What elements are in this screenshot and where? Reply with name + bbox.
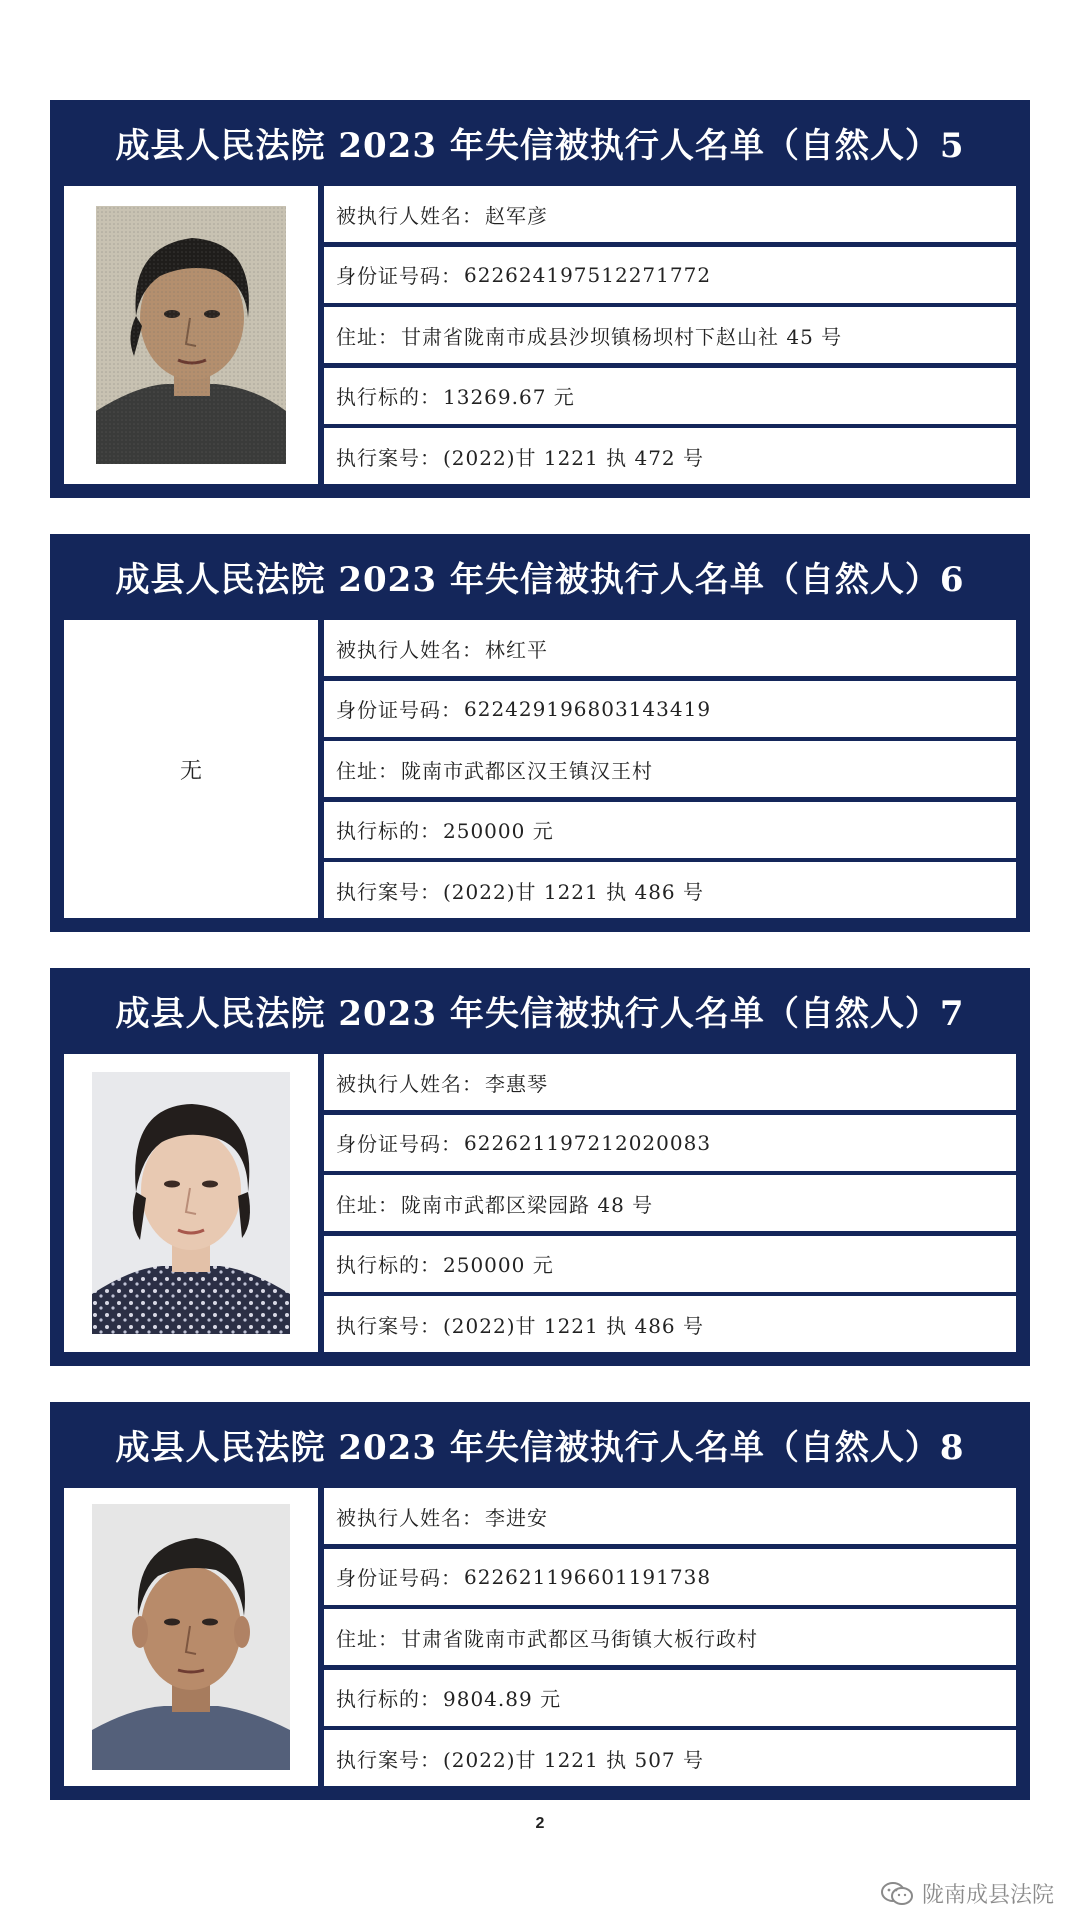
id-number-row: 身份证号码： 622624197512271772 bbox=[324, 247, 1016, 303]
amount-row: 执行标的： 250000 元 bbox=[324, 1236, 1016, 1292]
page-number: 2 bbox=[535, 1815, 545, 1832]
name-row: 被执行人姓名： 李进安 bbox=[324, 1488, 1016, 1544]
watermark-text: 陇南成县法院 bbox=[921, 1883, 1054, 1908]
address-row: 住址： 陇南市武都区梁园路 48 号 bbox=[324, 1175, 1016, 1231]
photo-cell bbox=[64, 186, 318, 484]
address-row: 住址： 甘肃省陇南市成县沙坝镇杨坝村下赵山社 45 号 bbox=[324, 307, 1016, 363]
amount-row: 执行标的： 9804.89 元 bbox=[324, 1670, 1016, 1726]
photo-cell bbox=[64, 1488, 318, 1786]
amount-row: 执行标的： 13269.67 元 bbox=[324, 368, 1016, 424]
watermark bbox=[880, 1878, 1054, 1909]
portrait-photo bbox=[96, 206, 286, 464]
name-row: 被执行人姓名： 李惠琴 bbox=[324, 1054, 1016, 1110]
case-number-row: 执行案号： (2022)甘 1221 执 507 号 bbox=[324, 1730, 1016, 1786]
case-number-row: 执行案号： (2022)甘 1221 执 472 号 bbox=[324, 428, 1016, 484]
amount-row: 执行标的： 250000 元 bbox=[324, 802, 1016, 858]
address-row: 住址： 陇南市武都区汉王镇汉王村 bbox=[324, 741, 1016, 797]
wechat-icon bbox=[880, 1881, 914, 1907]
portrait-photo bbox=[92, 1072, 290, 1334]
card-title: 成县人民法院 2023 年失信被执行人名单（自然人）7 bbox=[115, 994, 965, 1034]
case-number-row: 执行案号： (2022)甘 1221 执 486 号 bbox=[324, 1296, 1016, 1352]
card-5 bbox=[50, 100, 1030, 498]
photo-cell-empty: 无 bbox=[64, 620, 318, 918]
card-8 bbox=[50, 1402, 1030, 1800]
id-number-row: 身份证号码： 622429196803143419 bbox=[324, 681, 1016, 737]
card-7 bbox=[50, 968, 1030, 1366]
photo-cell bbox=[64, 1054, 318, 1352]
address-row: 住址： 甘肃省陇南市武都区马街镇大板行政村 bbox=[324, 1609, 1016, 1665]
name-row: 被执行人姓名： 赵军彦 bbox=[324, 186, 1016, 242]
card-title: 成县人民法院 2023 年失信被执行人名单（自然人）5 bbox=[115, 126, 965, 166]
card-6 bbox=[50, 534, 1030, 932]
id-number-row: 身份证号码： 622621197212020083 bbox=[324, 1115, 1016, 1171]
card-title: 成县人民法院 2023 年失信被执行人名单（自然人）6 bbox=[115, 560, 965, 600]
name-row: 被执行人姓名： 林红平 bbox=[324, 620, 1016, 676]
case-number-row: 执行案号： (2022)甘 1221 执 486 号 bbox=[324, 862, 1016, 918]
portrait-photo bbox=[92, 1504, 290, 1770]
card-title: 成县人民法院 2023 年失信被执行人名单（自然人）8 bbox=[115, 1428, 965, 1468]
id-number-row: 身份证号码： 622621196601191738 bbox=[324, 1549, 1016, 1605]
